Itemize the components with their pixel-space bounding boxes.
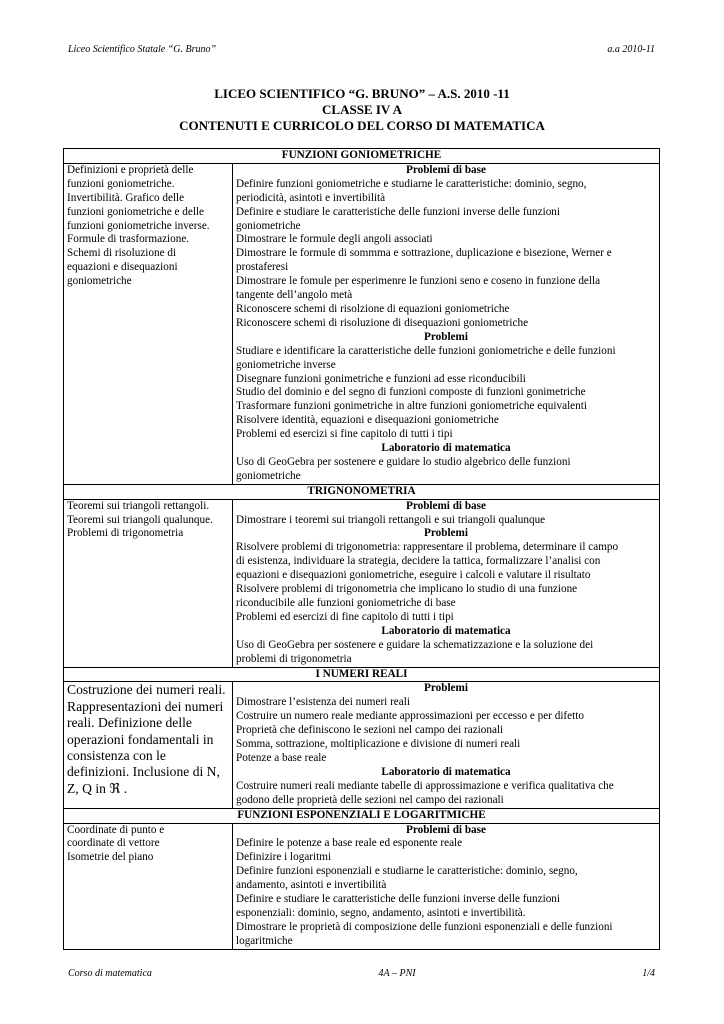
- objectives-heading: Problemi: [424, 330, 468, 343]
- contents-line: reali. Definizione delle: [67, 715, 192, 731]
- objective-line: Dimostrare i teoremi sui triangoli rettangoli e sui triangoli qualunque: [236, 513, 546, 526]
- section-title: FUNZIONI GONIOMETRICHE: [64, 149, 660, 164]
- footer-page: 1/4: [642, 968, 655, 979]
- contents-line: operazioni fondamentali in: [67, 731, 214, 747]
- objective-line: Riconoscere schemi di risoluzione di disequazioni goniometriche: [236, 316, 529, 329]
- objective-line: Definire e studiare le caratteristiche delle funzioni inverse delle funzioni: [236, 205, 560, 218]
- contents-line: Invertibilità. Grafico delle: [67, 191, 185, 204]
- contents-cell: [64, 682, 233, 808]
- objective-line: di esistenza, individuare la strategia, decidere la tattica, formalizzare l’analisi con: [236, 555, 601, 568]
- page-header: [68, 44, 655, 55]
- objective-line: Trasformare funzioni gonimetriche in altre funzioni goniometriche equivalenti: [236, 400, 587, 413]
- objectives-cell: [233, 823, 660, 949]
- objective-line: Dimostrare le proprietà di composizione delle funzioni esponenziali e delle funzioni: [236, 920, 613, 933]
- objectives-heading: Problemi di base: [406, 499, 486, 512]
- section-header-row: [64, 149, 660, 164]
- objective-line: Definire funzioni esponenziali e studiarne le caratteristiche: dominio, segno,: [236, 865, 578, 878]
- objectives-heading: Problemi di base: [406, 823, 486, 836]
- objective-line: tangente dell’angolo metà: [236, 289, 353, 302]
- contents-line: Z, Q in ℜ .: [67, 780, 128, 796]
- objective-line: Risolvere identità, equazioni e disequazioni goniometriche: [236, 414, 499, 427]
- objective-line: Definire le potenze a base reale ed esponente reale: [236, 837, 463, 850]
- objective-line: goniometriche inverse: [236, 358, 336, 371]
- section-content-row: [64, 682, 660, 808]
- contents-cell: [64, 163, 233, 484]
- contents-line: Teoremi sui triangoli rettangoli.: [67, 499, 210, 512]
- contents-line: Formule di trasformazione.: [67, 233, 190, 246]
- objective-line: Costruire numeri reali mediante tabelle di approssimazione e verifica qualitativa che: [236, 779, 614, 792]
- section-content-row: [64, 163, 660, 484]
- contents-line: Definizioni e proprietà delle: [67, 163, 194, 176]
- contents-line: Isometrie del piano: [67, 851, 154, 864]
- title-class: CLASSE IV A: [322, 102, 402, 117]
- objective-line: periodicità, asintoti e invertibilità: [236, 191, 386, 204]
- section-title: I NUMERI REALI: [64, 667, 660, 682]
- objective-line: andamento, asintoti e invertibilità: [236, 879, 387, 892]
- section-header-row: [64, 808, 660, 823]
- objective-line: Disegnare funzioni gonimetriche e funzioni ad esse riconducibili: [236, 372, 526, 385]
- contents-line: coordinate di vettore: [67, 837, 160, 850]
- contents-line: funzioni goniometriche.: [67, 177, 175, 190]
- objectives-cell: [233, 682, 660, 808]
- section-title: TRIGNONOMETRIA: [64, 484, 660, 499]
- contents-line: funzioni goniometriche inverse.: [67, 219, 210, 232]
- objectives-heading: Laboratorio di matematica: [381, 442, 511, 455]
- objective-line: prostaferesi: [236, 261, 289, 274]
- objective-line: Studiare e identificare la caratteristiche delle funzioni goniometriche e delle funzioni: [236, 344, 616, 357]
- contents-cell: [64, 499, 233, 667]
- objectives-heading: Problemi: [424, 527, 468, 540]
- contents-line: Coordinate di punto e: [67, 823, 165, 836]
- objectives-heading: Problemi di base: [406, 163, 486, 176]
- curriculum-body: [64, 149, 660, 950]
- contents-line: definizioni. Inclusione di N,: [67, 764, 220, 780]
- objective-line: equazioni e disequazioni goniometriche, eseguire i calcoli e valutare il risultato: [236, 569, 591, 582]
- objective-line: Proprietà che definiscono le sezioni nel campo dei razionali: [236, 724, 504, 737]
- objective-line: Costruire un numero reale mediante approssimazioni per eccesso e per difetto: [236, 710, 584, 723]
- page-footer: [68, 968, 655, 979]
- objectives-heading: Laboratorio di matematica: [381, 765, 511, 778]
- objective-line: esponenziali: dominio, segno, andamento, asintoti e invertibilità.: [236, 906, 526, 919]
- objective-line: Definire e studiare le caratteristiche delle funzioni inverse delle funzioni: [236, 893, 560, 906]
- objectives-cell: [233, 499, 660, 667]
- objective-line: Definire funzioni goniometriche e studiarne le caratteristiche: dominio, segno,: [236, 177, 587, 190]
- header-year: a.a 2010-11: [607, 44, 655, 55]
- curriculum-table: [63, 148, 660, 950]
- objective-line: goniometriche: [236, 469, 301, 482]
- contents-line: Costruzione dei numeri reali.: [67, 682, 226, 698]
- objective-line: Risolvere problemi di trigonometria: rappresentare il problema, determinare il campo: [236, 541, 619, 554]
- contents-line: equazioni e disequazioni: [67, 261, 178, 274]
- objectives-cell: [233, 163, 660, 484]
- objective-line: Dimostrare le formule di sommma e sottrazione, duplicazione e bisezione, Werner e: [236, 247, 612, 260]
- title-course: CONTENUTI E CURRICOLO DEL CORSO DI MATEMATICA: [179, 118, 545, 133]
- objective-line: Studio del dominio e del segno di funzioni composte di funzioni gonimetriche: [236, 386, 586, 399]
- objective-line: Dimostrare le fomule per esperimenre le funzioni seno e coseno in funzione della: [236, 275, 601, 288]
- section-title: FUNZIONI ESPONENZIALI E LOGARITMICHE: [64, 808, 660, 823]
- section-header-row: [64, 484, 660, 499]
- objective-line: Problemi ed esercizi di fine capitolo di tutti i tipi: [236, 610, 454, 623]
- objective-line: Somma, sottrazione, moltiplicazione e divisione di numeri reali: [236, 738, 521, 751]
- objective-line: Potenze a base reale: [236, 751, 327, 764]
- objective-line: Riconoscere schemi di risolzione di equazioni goniometriche: [236, 302, 510, 315]
- objective-line: riconducibile alle funzioni goniometriche di base: [236, 597, 456, 609]
- contents-line: Schemi di risoluzione di: [67, 247, 177, 260]
- contents-line: Problemi di trigonometria: [67, 527, 184, 540]
- objective-line: Definizire i logaritmi: [236, 851, 332, 864]
- objectives-heading: Problemi: [424, 682, 468, 695]
- objective-line: godono delle proprietà delle sezioni nel campo dei razionali: [236, 793, 504, 806]
- objective-line: problemi di trigonometria: [236, 652, 352, 665]
- objective-line: Uso di GeoGebra per sostenere e guidare lo studio algebrico delle funzioni: [236, 455, 571, 468]
- contents-line: Teoremi sui triangoli qualunque.: [67, 513, 213, 526]
- section-content-row: [64, 499, 660, 667]
- header-school: Liceo Scientifico Statale “G. Bruno”: [68, 44, 217, 55]
- contents-line: funzioni goniometriche e delle: [67, 205, 204, 218]
- section-header-row: [64, 667, 660, 682]
- objective-line: Uso di GeoGebra per sostenere e guidare la schematizzazione e la soluzione dei: [236, 638, 594, 651]
- contents-line: Rappresentazioni dei numeri: [67, 698, 224, 714]
- section-content-row: [64, 823, 660, 949]
- contents-line: goniometriche: [67, 275, 132, 288]
- contents-line: consistenza con le: [67, 748, 166, 764]
- objective-line: Risolvere problemi di trigonometria che implicano lo studio di una funzione: [236, 583, 578, 596]
- objective-line: Dimostrare le formule degli angoli associati: [236, 233, 433, 246]
- footer-class: 4A – PNI: [378, 968, 416, 979]
- objective-line: goniometriche: [236, 219, 301, 232]
- footer-course: Corso di matematica: [68, 968, 152, 979]
- contents-cell: [64, 823, 233, 949]
- objective-line: logaritmiche: [236, 934, 293, 947]
- title-school: LICEO SCIENTIFICO “G. BRUNO” – A.S. 2010 -11: [214, 86, 510, 101]
- objectives-heading: Laboratorio di matematica: [381, 624, 511, 637]
- objective-line: Dimostrare l’esistenza dei numeri reali: [236, 696, 410, 709]
- objective-line: Problemi ed esercizi si fine capitolo di tutti i tipi: [236, 428, 453, 441]
- document-titles: [0, 86, 724, 134]
